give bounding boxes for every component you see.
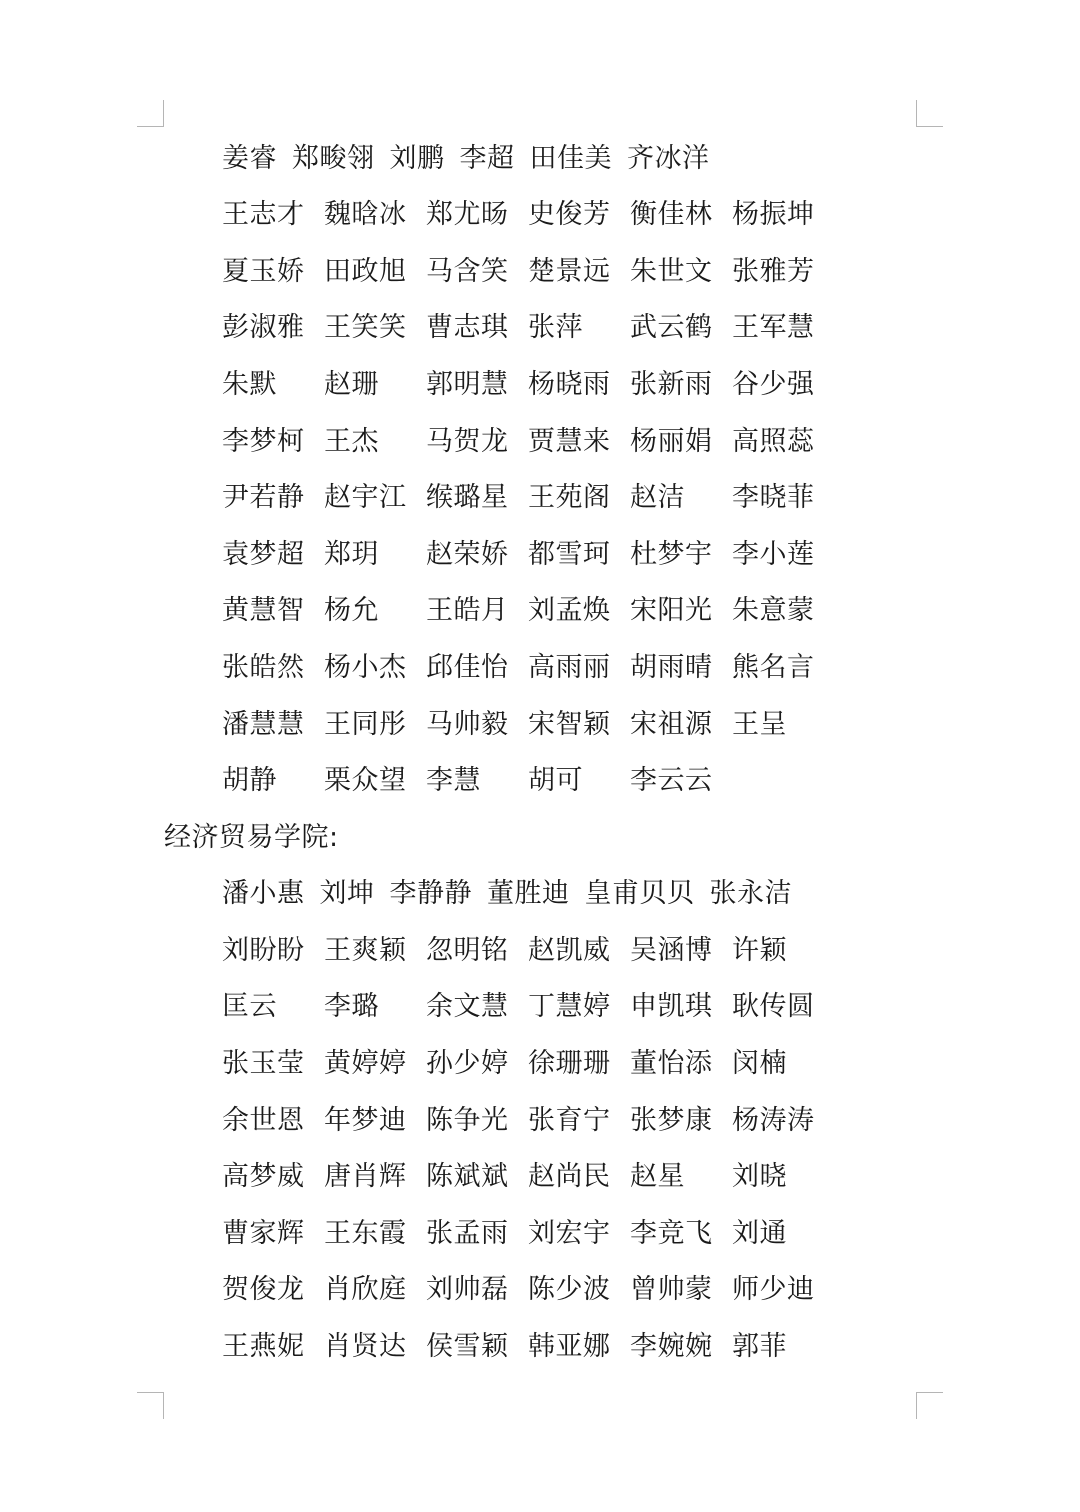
- student-name: 余文慧: [426, 990, 509, 1022]
- name-row: [222, 749, 834, 805]
- student-name: 夏玉娇: [222, 255, 305, 287]
- student-name: 杨小杰: [324, 651, 407, 683]
- name-row: [222, 410, 834, 466]
- name-line: [222, 862, 807, 918]
- name-row: [222, 636, 834, 692]
- student-name: 刘孟焕: [528, 594, 611, 626]
- student-name: 栗众望: [324, 764, 407, 796]
- student-name: 尹若静: [222, 481, 305, 513]
- student-name: 唐肖辉: [324, 1160, 407, 1192]
- student-name: 刘坤: [319, 877, 375, 909]
- name-row: [222, 1315, 834, 1371]
- student-name: 闵楠: [732, 1047, 787, 1079]
- student-name: 曾帅蒙: [630, 1273, 713, 1305]
- student-name: 彭淑雅: [222, 311, 305, 343]
- name-row: [222, 466, 834, 522]
- student-name: 朱意蒙: [732, 594, 815, 626]
- name-row: [222, 1089, 834, 1145]
- student-name: 马帅毅: [426, 708, 509, 740]
- student-name: 王苑阁: [528, 481, 611, 513]
- student-name: 赵凯威: [528, 934, 611, 966]
- student-name: 郑尤旸: [426, 198, 509, 230]
- name-row: [222, 296, 834, 352]
- student-name: 郭菲: [732, 1330, 787, 1362]
- page-corner-mark-top-right: [916, 100, 943, 127]
- student-name: 王爽颖: [324, 934, 407, 966]
- student-name: 贾慧来: [528, 425, 611, 457]
- student-name: 年梦迪: [324, 1104, 407, 1136]
- student-name: 赵星: [630, 1160, 685, 1192]
- student-name: 赵洁: [630, 481, 685, 513]
- student-name: 潘慧慧: [222, 708, 305, 740]
- student-name: 张雅芳: [732, 255, 815, 287]
- student-name: 师少迪: [732, 1273, 815, 1305]
- name-row: [222, 240, 834, 296]
- student-name: 李超: [459, 142, 515, 174]
- student-name: 王同彤: [324, 708, 407, 740]
- name-row: [222, 353, 834, 409]
- student-name: 张玉莹: [222, 1047, 305, 1079]
- student-name: 王笑笑: [324, 311, 407, 343]
- student-name: 谷少强: [732, 368, 815, 400]
- student-name: 皇甫贝贝: [584, 877, 695, 909]
- student-name: 王呈: [732, 708, 787, 740]
- page-corner-mark-bottom-left: [137, 1392, 164, 1419]
- student-name: 郑玥: [324, 538, 379, 570]
- student-name: 马含笑: [426, 255, 509, 287]
- student-name: 王燕妮: [222, 1330, 305, 1362]
- student-name: 张孟雨: [426, 1217, 509, 1249]
- student-name: 高雨丽: [528, 651, 611, 683]
- student-name: 申凯琪: [630, 990, 713, 1022]
- student-name: 李晓菲: [732, 481, 815, 513]
- student-name: 胡可: [528, 764, 583, 796]
- student-name: 贺俊龙: [222, 1273, 305, 1305]
- student-name: 魏晗冰: [324, 198, 407, 230]
- student-name: 田政旭: [324, 255, 407, 287]
- student-name: 朱默: [222, 368, 277, 400]
- student-name: 忽明铭: [426, 934, 509, 966]
- student-name: 郭明慧: [426, 368, 509, 400]
- page-corner-mark-bottom-right: [916, 1392, 943, 1419]
- student-name: 陈少波: [528, 1273, 611, 1305]
- student-name: 李梦柯: [222, 425, 305, 457]
- student-name: 董胜迪: [487, 877, 570, 909]
- student-name: 宋阳光: [630, 594, 713, 626]
- student-name: 楚景远: [528, 255, 611, 287]
- student-name: 宋智颖: [528, 708, 611, 740]
- name-row: [222, 1145, 834, 1201]
- student-name: 潘小惠: [222, 877, 305, 909]
- student-name: 李璐: [324, 990, 379, 1022]
- student-name: 王东霞: [324, 1217, 407, 1249]
- student-name: 韩亚娜: [528, 1330, 611, 1362]
- student-name: 齐冰洋: [627, 142, 710, 174]
- student-name: 耿传圆: [732, 990, 815, 1022]
- student-name: 刘帅磊: [426, 1273, 509, 1305]
- student-name: 李婉婉: [630, 1330, 713, 1362]
- name-row: [222, 523, 834, 579]
- name-row: [222, 919, 834, 975]
- student-name: 高梦威: [222, 1160, 305, 1192]
- student-name: 朱世文: [630, 255, 713, 287]
- student-name: 刘鹏: [389, 142, 445, 174]
- student-name: 陈争光: [426, 1104, 509, 1136]
- student-name: 赵荣娇: [426, 538, 509, 570]
- student-name: 余世恩: [222, 1104, 305, 1136]
- student-name: 侯雪颖: [426, 1330, 509, 1362]
- student-name: 张永洁: [709, 877, 792, 909]
- student-name: 赵尚民: [528, 1160, 611, 1192]
- student-name: 曹家辉: [222, 1217, 305, 1249]
- student-name: 刘晓: [732, 1160, 787, 1192]
- student-name: 王志才: [222, 198, 305, 230]
- student-name: 王军慧: [732, 311, 815, 343]
- name-row: [222, 1258, 834, 1314]
- student-name: 赵宇江: [324, 481, 407, 513]
- student-name: 刘盼盼: [222, 934, 305, 966]
- student-name: 徐珊珊: [528, 1047, 611, 1079]
- student-name: 张梦康: [630, 1104, 713, 1136]
- student-name: 衡佳林: [630, 198, 713, 230]
- student-name: 胡静: [222, 764, 277, 796]
- student-name: 杨振坤: [732, 198, 815, 230]
- student-name: 田佳美: [529, 142, 612, 174]
- student-name: 张皓然: [222, 651, 305, 683]
- name-row: [222, 1202, 834, 1258]
- student-name: 张萍: [528, 311, 583, 343]
- student-name: 杨涛涛: [732, 1104, 815, 1136]
- student-name: 李小莲: [732, 538, 815, 570]
- student-name: 郑畯翎: [292, 142, 375, 174]
- student-name: 张新雨: [630, 368, 713, 400]
- name-row: [222, 693, 834, 749]
- name-row: [222, 975, 834, 1031]
- student-name: 都雪珂: [528, 538, 611, 570]
- name-row: [222, 183, 834, 239]
- student-name: 李慧: [426, 764, 481, 796]
- student-name: 丁慧婷: [528, 990, 611, 1022]
- student-name: 杨允: [324, 594, 379, 626]
- student-name: 陈斌斌: [426, 1160, 509, 1192]
- student-name: 刘宏宇: [528, 1217, 611, 1249]
- student-name: 杨晓雨: [528, 368, 611, 400]
- student-name: 杨丽娟: [630, 425, 713, 457]
- student-name: 宋祖源: [630, 708, 713, 740]
- name-row: [222, 579, 834, 635]
- student-name: 黄慧智: [222, 594, 305, 626]
- student-name: 李竞飞: [630, 1217, 713, 1249]
- student-name: 王杰: [324, 425, 379, 457]
- student-name: 李云云: [630, 764, 713, 796]
- student-name: 刘通: [732, 1217, 787, 1249]
- student-name: 曹志琪: [426, 311, 509, 343]
- student-name: 李静静: [389, 877, 472, 909]
- student-name: 熊名言: [732, 651, 815, 683]
- student-name: 缑璐星: [426, 481, 509, 513]
- student-name: 肖欣庭: [324, 1273, 407, 1305]
- student-name: 王皓月: [426, 594, 509, 626]
- student-name: 杜梦宇: [630, 538, 713, 570]
- student-name: 赵珊: [324, 368, 379, 400]
- student-name: 马贺龙: [426, 425, 509, 457]
- student-name: 武云鹤: [630, 311, 713, 343]
- section-heading: 经济贸易学院:: [164, 821, 339, 853]
- student-name: 许颖: [732, 934, 787, 966]
- student-name: 邱佳怡: [426, 651, 509, 683]
- page-corner-mark-top-left: [137, 100, 164, 127]
- student-name: 匡云: [222, 990, 277, 1022]
- student-name: 张育宁: [528, 1104, 611, 1136]
- student-name: 胡雨晴: [630, 651, 713, 683]
- student-name: 袁梦超: [222, 538, 305, 570]
- student-name: 姜睿: [222, 142, 277, 174]
- student-name: 董怡添: [630, 1047, 713, 1079]
- student-name: 吴涵博: [630, 934, 713, 966]
- student-name: 史俊芳: [528, 198, 611, 230]
- student-name: 肖贤达: [324, 1330, 407, 1362]
- student-name: 高照蕊: [732, 425, 815, 457]
- student-name: 孙少婷: [426, 1047, 509, 1079]
- student-name: 黄婷婷: [324, 1047, 407, 1079]
- name-line: [222, 127, 725, 183]
- name-row: [222, 1032, 834, 1088]
